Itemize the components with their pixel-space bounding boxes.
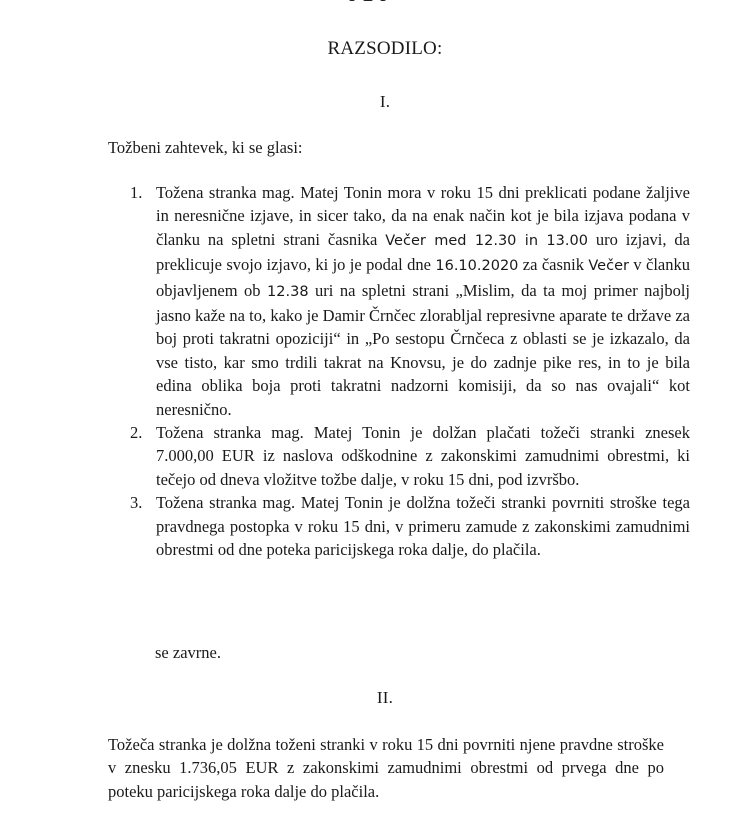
claim-text: Tožena stranka mag. Matej Tonin je dolžan plačati tožeči stranki znesek 7.000,00 EUR iz naslova odškodnine z zakonskimi zamudnimi obrestmi, ki tečejo od dneva vložitve tožbe dalje, v roku 15 dni, pod izvršbo. (156, 423, 690, 489)
claim-text-part: Večer (588, 258, 629, 275)
section-1-closing: se zavrne. (155, 643, 221, 662)
claim-item-2 (130, 421, 690, 491)
page-number-fragment (349, 0, 387, 3)
section-1-numeral: I. (379, 92, 391, 111)
claim-text-part: Večer med 12.30 in 13.00 (385, 232, 588, 249)
claim-text-part: 12.38 (267, 283, 309, 300)
section-2-numeral: II. (376, 688, 394, 707)
claim-text-part: za časnik (518, 255, 589, 275)
claim-text (156, 181, 690, 421)
claim-number: 2. (130, 423, 143, 443)
document-title: RAZSODILO: (327, 38, 443, 59)
claim-number: 1. (130, 183, 143, 202)
claim-number: 3. (130, 493, 143, 513)
claim-text-part: v članku objavljenem ob (156, 255, 690, 300)
section-2-text: Tožeča stranka je dolžna toženi stranki v roku 15 dni povrniti njene pravdne stroške v znesku 1.736,05 EUR z zakonskimi zamudnimi obrestmi od prvega dne po poteku paricijskega roka dalje do plačila. (108, 735, 664, 801)
claim-text-part: Tožena stranka mag. Matej Tonin mora v roku 15 dni preklicati podane žaljive in neresnične izjave, in sicer tako, da na enak način kot je bila izjava podana v članku na spletni strani časnika (156, 183, 690, 249)
claim-item-3 (130, 491, 690, 561)
claim-text: Tožena stranka mag. Matej Tonin je dolžna tožeči stranki povrniti stroške tega pravdnega postopka v roku 15 dni, v primeru zamude z zakonskimi zamudnimi obrestmi od dne poteka paricijskega roka dalje, do plačila. (156, 493, 690, 560)
claims-list (130, 181, 690, 562)
claim-text-part: uri na spletni strani „Mislim, da ta moj primer najbolj jasno kaže na to, kako je Damir Črnčec zlorabljal represivne aparate te države za boj proti takratni opoziciji“ in „Po sestopu Črnčeca z oblasti se je izkazalo, da vse tisto, kar smo trdili takrat na Knovsu, je do zadnje pike res, in to je bila edina oblika boja proti takratni nadzorni komisiji, da so nas ovajali“ kot neresnično. (156, 280, 690, 419)
claim-text-part: uro izjavi, da preklicuje svojo izjavo, ki jo je podal dne (156, 229, 691, 275)
claim-text-part: 16.10.2020 (435, 258, 519, 275)
claim-item-1 (130, 181, 690, 421)
section-1-intro: Tožbeni zahtevek, ki se glasi: (108, 138, 303, 157)
